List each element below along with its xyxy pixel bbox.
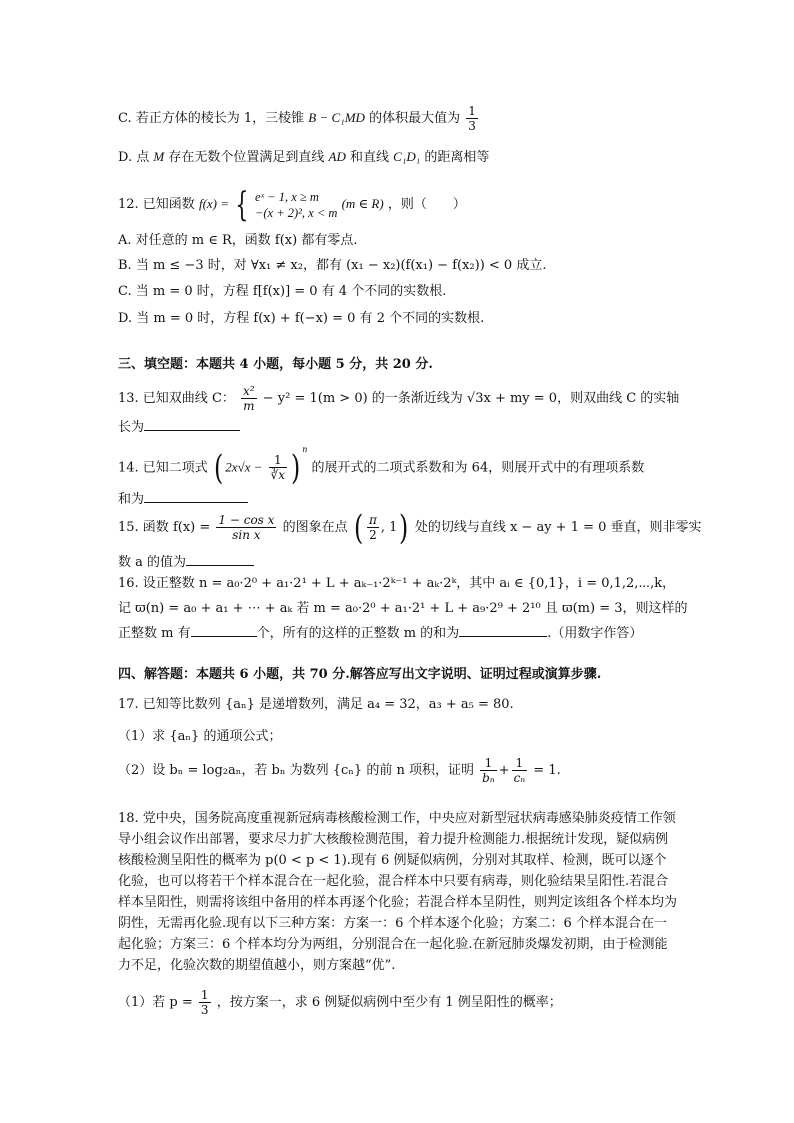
q16-line3-c: .（用数字作答） bbox=[547, 626, 643, 641]
right-paren: ) bbox=[399, 507, 409, 548]
answer-blank[interactable] bbox=[191, 624, 257, 637]
q11-c-fraction bbox=[466, 104, 478, 133]
frac-den: 3 bbox=[468, 119, 476, 133]
q15-prefix: 15. 函数 f(x) = bbox=[118, 520, 211, 535]
q15-line1 bbox=[118, 508, 702, 548]
q14-line2-text: 和为 bbox=[118, 492, 145, 507]
frac-num: x² bbox=[243, 384, 255, 398]
q12-case1: eˣ − 1, x ≥ m bbox=[254, 189, 319, 204]
answer-blank[interactable] bbox=[144, 490, 248, 503]
q11-d-and: 和直线 bbox=[350, 150, 390, 165]
frac-num: π bbox=[368, 513, 377, 527]
q13-fraction bbox=[241, 384, 257, 413]
q14-exponent: n bbox=[302, 445, 308, 454]
q17-fraction-2 bbox=[512, 756, 528, 785]
q11-d-line2: C₁D₁ bbox=[393, 149, 421, 164]
q15-fraction bbox=[216, 513, 276, 542]
q12-fx: f(x) = bbox=[198, 196, 230, 211]
q11-d-mid: 存在无数个位置满足到直线 bbox=[168, 150, 325, 165]
frac-num: 1 bbox=[468, 104, 476, 118]
q15-line2 bbox=[118, 553, 254, 572]
q13-line2-text: 长为 bbox=[118, 420, 145, 435]
q18-part1-prefix: （1）若 p = bbox=[118, 995, 193, 1010]
q16-line2: 记 ϖ(n) = a₀ + a₁ + ⋯ + aₖ 若 m = a₀·2⁰ + a₁·2¹ + L + a₉·2⁹ + 2¹⁰ 且 ϖ(m) = 3，则这样的 bbox=[118, 601, 688, 616]
q12-case2: −(x + 2)², x < m bbox=[254, 205, 338, 220]
section3-heading: 三、填空题：本题共 4 小题，每小题 5 分，共 20 分. bbox=[118, 357, 433, 372]
q14-line2 bbox=[118, 490, 248, 509]
q15-line2-text: 数 a 的值为 bbox=[118, 555, 187, 570]
q14-fraction bbox=[269, 453, 287, 482]
q12-option-a: A. 对任意的 m ∈ R，函数 f(x) 都有零点. bbox=[118, 233, 358, 248]
frac-den: ∛x bbox=[270, 468, 285, 483]
q11-c-prefix: C. 若正方体的棱长为 1，三棱锥 bbox=[118, 111, 305, 126]
frac-den: 3 bbox=[200, 1003, 209, 1017]
q13-mid: − y² = 1(m > 0) 的一条渐近线为 √3x + my = 0，则双曲线 C 的实轴 bbox=[262, 391, 680, 406]
q11-d-var: M bbox=[153, 149, 165, 164]
q14-prefix: 14. 已知二项式 bbox=[118, 460, 208, 476]
frac-num: 1 bbox=[480, 756, 497, 771]
q13-line2 bbox=[118, 418, 240, 437]
q11-option-d bbox=[118, 148, 489, 167]
q11-c-mid: 的体积最大值为 bbox=[369, 111, 461, 126]
right-paren: ) bbox=[290, 447, 301, 488]
q11-option-c bbox=[118, 104, 480, 133]
q17-part2-suffix: = 1. bbox=[533, 763, 561, 778]
q11-d-prefix: D. 点 bbox=[118, 150, 150, 165]
q12-cond: (m ∈ R) bbox=[341, 196, 384, 211]
q11-d-suffix: 的距离相等 bbox=[424, 150, 490, 165]
frac-den: m bbox=[243, 399, 255, 413]
q12-option-d: D. 当 m = 0 时，方程 f(x) + f(−x) = 0 有 2 个不同的实数根. bbox=[118, 311, 485, 326]
q17-part1: （1）求 {aₙ} 的通项公式； bbox=[118, 729, 282, 744]
frac-num: 1 − cos x bbox=[218, 513, 275, 527]
q18-fraction bbox=[199, 988, 211, 1017]
frac-den: 2 bbox=[369, 528, 377, 542]
q17-part2: （2）设 bₙ = log₂aₙ，若 bₙ 为数列 {cₙ} 的前 n 项积，证明 $\frac{1}{\text{bₙ}}$ + $\frac{1}{\text{cₙ}}$ = 1. bbox=[118, 756, 561, 785]
q15-suffix: 处的切线与直线 x − ay + 1 = 0 垂直，则非零实 bbox=[414, 520, 702, 535]
q18-part1 bbox=[118, 986, 562, 1020]
q13-line1 bbox=[118, 382, 679, 416]
q15-pt-tail: , 1 bbox=[380, 520, 398, 535]
q15-mid: 的图象在点 bbox=[282, 520, 348, 535]
q18-part1-suffix: ，按方案一，求 6 例疑似病例中至少有 1 例呈阳性的概率； bbox=[216, 995, 562, 1010]
q16-line1: 16. 设正整数 n = a₀·2⁰ + a₁·2¹ + L + aₖ₋₁·2ᵏ⁻¹ + aₖ·2ᵏ，其中 aᵢ ∈ {0,1}，i = 0,1,2,⋯,k， bbox=[118, 576, 676, 591]
frac-den: cₙ bbox=[513, 771, 526, 785]
section4-heading: 四、解答题：本题共 6 小题，共 70 分.解答应写出文字说明、证明过程或演算步骤. bbox=[118, 667, 602, 682]
answer-blank[interactable] bbox=[186, 553, 254, 566]
q17-stem: 17. 已知等比数列 {aₙ} 是递增数列，满足 a₄ = 32，a₃ + a₅ = 80. bbox=[118, 697, 514, 712]
q17-part2-prefix: （2）设 bₙ = log₂aₙ，若 bₙ 为数列 {cₙ} 的前 n 项积，证明 bbox=[118, 763, 474, 778]
frac-num: 1 bbox=[269, 453, 287, 468]
answer-blank[interactable] bbox=[144, 418, 240, 431]
q17-fraction-1 bbox=[480, 756, 497, 785]
q13-prefix: 13. 已知双曲线 C： bbox=[118, 391, 235, 406]
q16-line3-b: 个，所有的这样的正整数 m 的和为 bbox=[256, 626, 460, 641]
frac-num: 1 bbox=[200, 988, 209, 1002]
q12-cases bbox=[255, 189, 338, 221]
q11-c-expr: B − C₁MD bbox=[308, 110, 365, 125]
answer-blank[interactable] bbox=[459, 624, 547, 637]
q12-stem-suffix: ，则（ ） bbox=[387, 197, 466, 212]
brace: { bbox=[235, 184, 249, 225]
q12-option-b: B. 当 m ≤ −3 时，对 ∀x₁ ≠ x₂，都有 (x₁ − x₂)(f(x₁) − f(x₂)) < 0 成立. bbox=[118, 258, 547, 273]
q14-suffix: 的展开式的二项式系数和为 64，则展开式中的有理项系数 bbox=[311, 460, 645, 476]
q14-line1 bbox=[118, 444, 644, 488]
q11-d-line1: AD bbox=[328, 149, 346, 164]
q12-stem-prefix: 12. 已知函数 bbox=[118, 197, 195, 212]
left-paren: ( bbox=[213, 447, 224, 488]
q18-paragraph: 18. 党中央，国务院高度重视新冠病毒核酸检测工作，中央应对新型冠状病毒感染肺炎疫情工作领导小组会议作出部署，要求尽力扩大核酸检测范围，着力提升检测能力.根据统计发现，疑似病例核酸检测呈阳性的概率为 p(0 < p < 1).现有 6 例疑似病例，分别对其取样、检测，既可以逐个化验，也可以将若干个样本混合在一起化验，混合样本中只要有病毒，则化验结果呈阳性.若混合样本呈阳性，则需将该组中备用的样本再逐个化验；若混合样本呈阴性，则判定该组各个样本均为阴性，无需再化验.现有以下三种方案：方案一：6 个样本逐个化验；方案二：6 个样本混合在一起化验；方案三：6 个样本均分为两组，分别混合在一起化验.在新冠肺炎爆发初期，由于检测能力不足，化验次数的期望值越小，则方案越“优”. bbox=[118, 811, 678, 973]
frac-den: sin x bbox=[232, 528, 261, 542]
frac-num: 1 bbox=[512, 756, 528, 771]
q15-point-fraction bbox=[367, 513, 379, 542]
q12-option-c: C. 当 m = 0 时，方程 f[f(x)] = 0 有 4 个不同的实数根. bbox=[118, 284, 447, 299]
left-paren: ( bbox=[353, 507, 363, 548]
q14-expr-a: 2x√x − bbox=[225, 459, 263, 475]
frac-den: bₙ bbox=[482, 771, 495, 785]
q16-line3-a: 正整数 m 有 bbox=[118, 626, 191, 641]
q16-line3 bbox=[118, 624, 642, 643]
q12-stem bbox=[118, 186, 466, 223]
